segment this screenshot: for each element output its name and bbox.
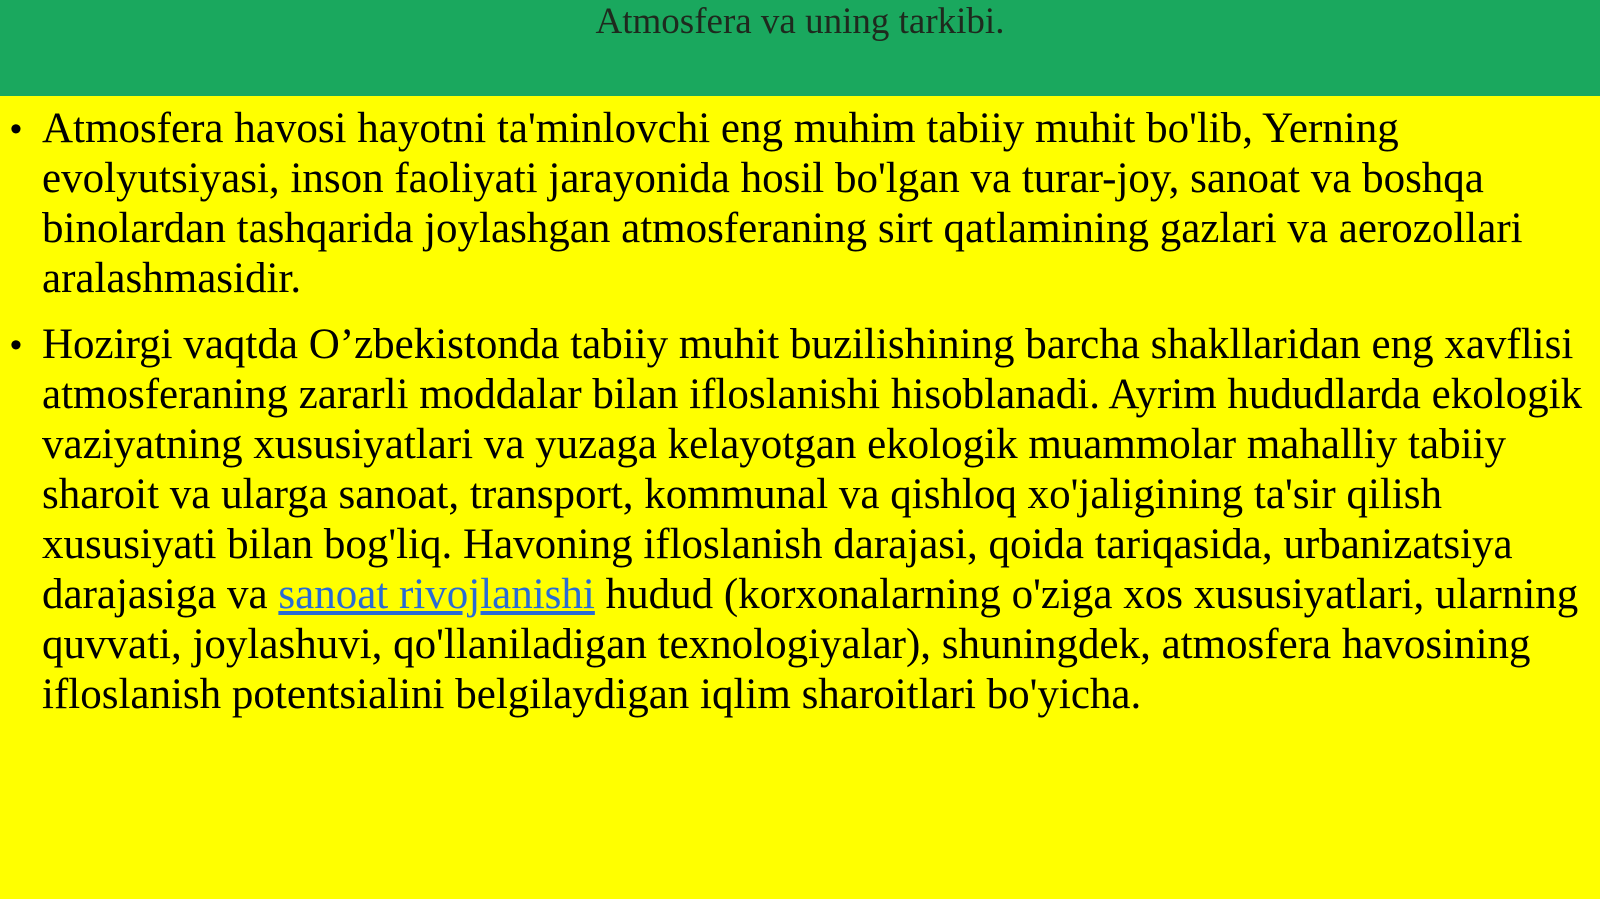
sanoat-rivojlanishi-link[interactable]: sanoat rivojlanishi (278, 571, 595, 618)
bullet-icon: • (10, 110, 22, 148)
bullet-point-1-text: Atmosfera havosi hayotni ta'minlovchi eng muhim tabiiy muhit bo'lib, Yerning evolyutsiyasi, inson faoliyati jarayonida hosil bo'lgan va turar-joy, sanoat va boshqa binolardan tashqarida joylashgan atmosferaning sirt qatlamining gazlari va aerozollari aralashmasidir. (42, 105, 1523, 302)
bullet-icon: • (10, 326, 22, 364)
slide-body (10, 104, 1590, 736)
slide-title: Atmosfera va uning tarkibi. (595, 1, 1005, 42)
title-bar (0, 0, 1600, 96)
bullet-list (10, 104, 1590, 720)
bullet-point-2-text-after-link: hudud (korxonalarning o'ziga xos xususiyatlari, ularning quvvati, joylashuvi, qo'llaniladigan texnologiyalar), shuningdek, atmosfera havosining ifloslanish potentsialini belgilaydigan iqlim sharoitlari bo'yicha. (42, 571, 1579, 718)
bullet-point-2-text-before-link: Hozirgi vaqtda O’zbekistonda tabiiy muhit buzilishining barcha shakllaridan eng xavflisi atmosferaning zararli moddalar bilan ifloslanishi hisoblanadi. Ayrim hududlarda ekologik vaziyatning xususiyatlari va yuzaga kelayotgan ekologik muammolar mahalliy tabiiy sharoit va ularga sanoat, transport, kommunal va qishloq xo'jaligining ta'sir qilish xususiyati bilan bog'liq. Havoning ifloslanish darajasi, qoida tariqasida, urbanizatsiya darajasiga va (42, 321, 1583, 618)
bullet-point-1 (10, 104, 1590, 304)
bullet-point-2 (10, 320, 1590, 720)
